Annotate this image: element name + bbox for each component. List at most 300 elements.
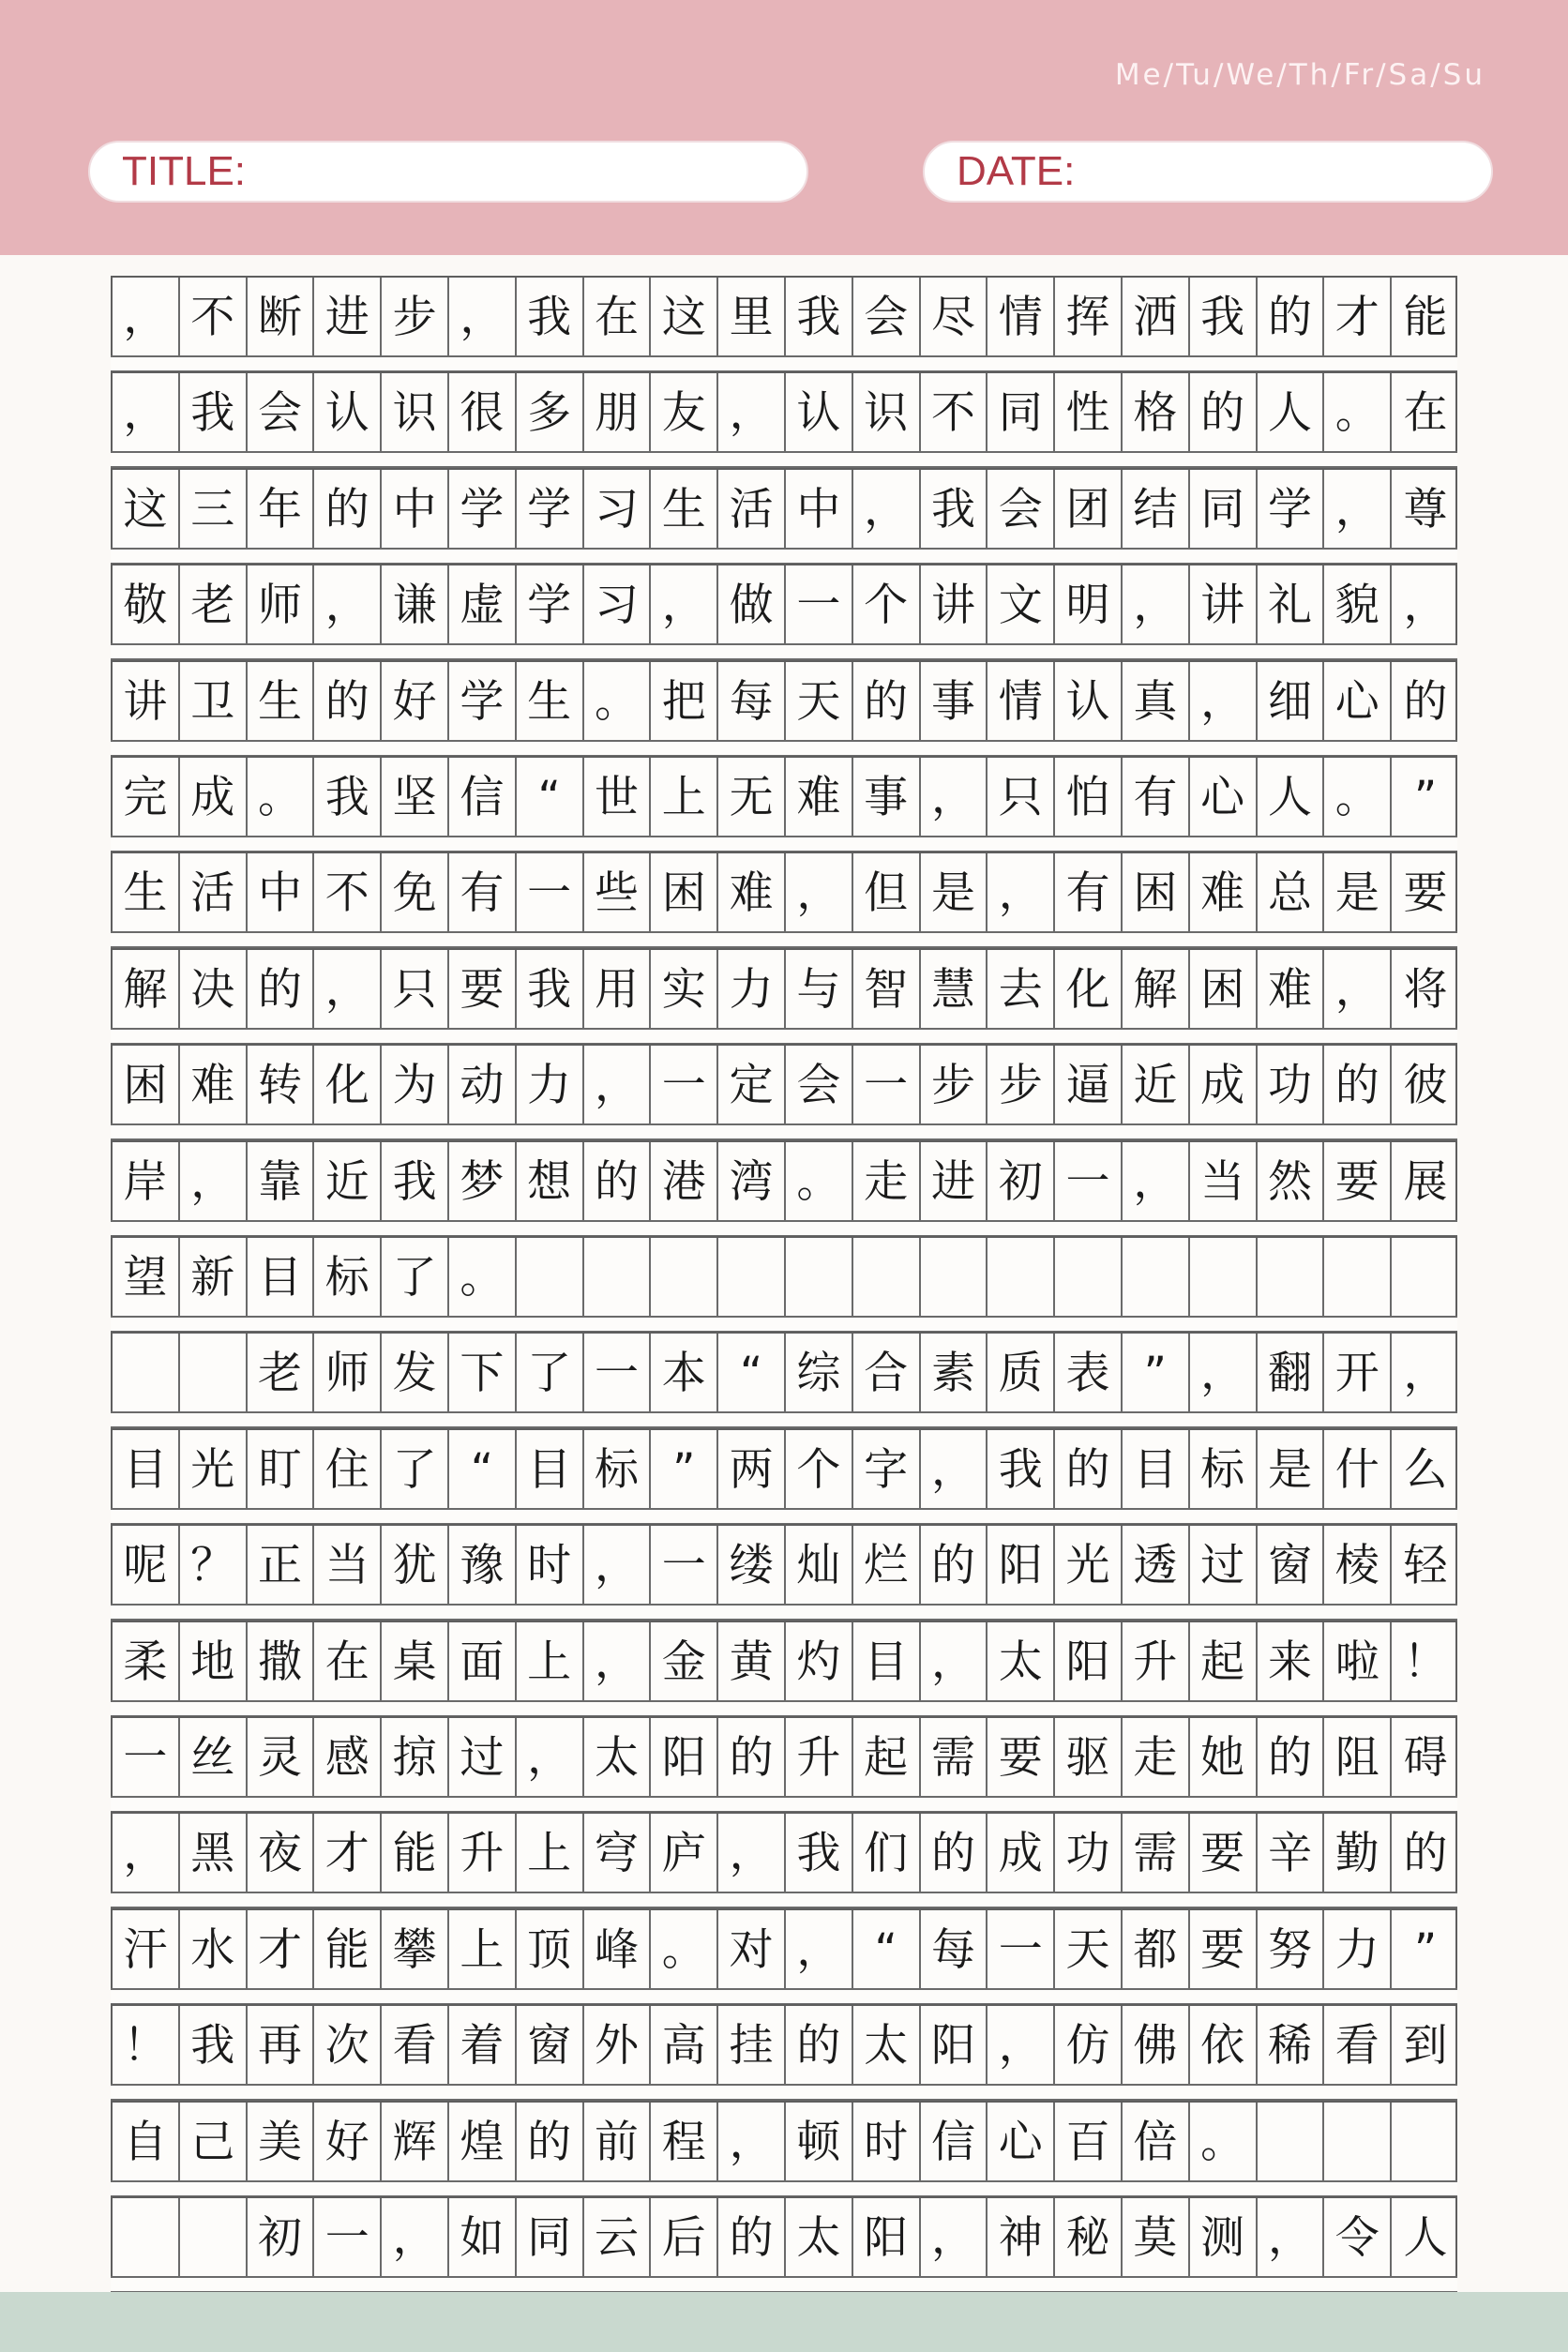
title-field[interactable] bbox=[88, 141, 808, 203]
grid-cell: 力 bbox=[517, 1046, 584, 1125]
grid-cell: 需 bbox=[921, 1718, 988, 1798]
grid-cell: ， bbox=[113, 278, 180, 357]
grid-cell: 己 bbox=[180, 2103, 248, 2182]
grid-cell: 美 bbox=[248, 2103, 315, 2182]
grid-cell: 与 bbox=[786, 950, 853, 1030]
grid-cell: 我 bbox=[786, 278, 853, 357]
grid-row bbox=[111, 1044, 1457, 1125]
grid-cell: 情 bbox=[988, 278, 1055, 357]
grid-cell: 汗 bbox=[113, 1910, 180, 1990]
grid-cell: 发 bbox=[382, 1334, 449, 1413]
grid-cell: 上 bbox=[651, 758, 718, 837]
grid-cell: 正 bbox=[248, 1526, 315, 1606]
grid-row bbox=[111, 1332, 1457, 1413]
grid-cell: 好 bbox=[382, 662, 449, 742]
grid-cell: 同 bbox=[988, 373, 1055, 453]
grid-row bbox=[111, 1524, 1457, 1606]
grid-cell: 目 bbox=[113, 1430, 180, 1510]
grid-cell: ” bbox=[1123, 1334, 1190, 1413]
grid-cell: 。 bbox=[584, 662, 652, 742]
grid-cell: 近 bbox=[1123, 1046, 1190, 1125]
grid-cell: 。 bbox=[651, 1910, 718, 1990]
grid-cell: 太 bbox=[853, 2006, 921, 2086]
grid-cell: 能 bbox=[382, 1814, 449, 1893]
grid-cell: 中 bbox=[382, 470, 449, 550]
grid-cell: 难 bbox=[180, 1046, 248, 1125]
grid-cell: 要 bbox=[1324, 1142, 1392, 1222]
grid-cell: 夜 bbox=[248, 1814, 315, 1893]
grid-cell: 如 bbox=[449, 2198, 517, 2278]
grid-cell: 挥 bbox=[1055, 278, 1123, 357]
grid-cell: 的 bbox=[314, 470, 382, 550]
grid-cell: 秘 bbox=[1055, 2198, 1123, 2278]
grid-cell: 的 bbox=[1324, 1046, 1392, 1125]
grid-cell: 在 bbox=[314, 1622, 382, 1702]
grid-cell: 识 bbox=[853, 373, 921, 453]
grid-cell bbox=[921, 1238, 988, 1318]
grid-cell: 本 bbox=[651, 1334, 718, 1413]
grid-cell: ， bbox=[988, 2006, 1055, 2086]
grid-cell: 难 bbox=[1190, 853, 1258, 933]
grid-cell: 功 bbox=[1055, 1814, 1123, 1893]
grid-cell: 步 bbox=[988, 1046, 1055, 1125]
grid-cell: 开 bbox=[1324, 1334, 1392, 1413]
grid-cell: 讲 bbox=[1190, 565, 1258, 645]
grid-cell: 彼 bbox=[1403, 1060, 1448, 1112]
grid-cell: ， bbox=[314, 950, 382, 1030]
grid-cell: 目 bbox=[248, 1238, 315, 1318]
grid-cell: 的 bbox=[1190, 373, 1258, 453]
grid-cell: ， bbox=[853, 470, 921, 550]
grid-cell: 情 bbox=[988, 662, 1055, 742]
grid-cell bbox=[988, 1238, 1055, 1318]
grid-cell: 老 bbox=[180, 565, 248, 645]
grid-cell: ！ bbox=[1403, 1636, 1448, 1688]
grid-row bbox=[111, 1428, 1457, 1510]
grid-cell: 倍 bbox=[1123, 2103, 1190, 2182]
grid-cell: 信 bbox=[921, 2103, 988, 2182]
grid-cell: 把 bbox=[651, 662, 718, 742]
grid-cell: 次 bbox=[314, 2006, 382, 2086]
grid-cell: 我 bbox=[180, 373, 248, 453]
grid-cell: 的 bbox=[517, 2103, 584, 2182]
grid-cell: 努 bbox=[1258, 1910, 1325, 1990]
grid-cell: 要 bbox=[1403, 867, 1448, 920]
grid-cell: ” bbox=[651, 1430, 718, 1510]
grid-cell: 么 bbox=[1403, 1443, 1448, 1496]
grid-cell: 成 bbox=[1190, 1046, 1258, 1125]
grid-cell: 高 bbox=[651, 2006, 718, 2086]
grid-cell: 阻 bbox=[1324, 1718, 1392, 1798]
grid-cell: 攀 bbox=[382, 1910, 449, 1990]
grid-cell: 了 bbox=[517, 1334, 584, 1413]
grid-cell: ， bbox=[1123, 1142, 1190, 1222]
grid-cell: 起 bbox=[1190, 1622, 1258, 1702]
grid-cell: 丝 bbox=[180, 1718, 248, 1798]
grid-cell: 学 bbox=[517, 565, 584, 645]
grid-cell: 定 bbox=[718, 1046, 786, 1125]
grid-cell: 过 bbox=[1190, 1526, 1258, 1606]
grid-cell: ， bbox=[1403, 1348, 1448, 1400]
grid-cell: 看 bbox=[1324, 2006, 1392, 2086]
grid-cell bbox=[1324, 2103, 1392, 2182]
grid-cell: 当 bbox=[314, 1526, 382, 1606]
grid-cell: 碍 bbox=[1403, 1732, 1448, 1784]
grid-row bbox=[111, 2004, 1457, 2086]
grid-cell: 每 bbox=[921, 1910, 988, 1990]
grid-cell bbox=[1392, 2103, 1459, 2182]
grid-cell: 慧 bbox=[921, 950, 988, 1030]
grid-cell: 着 bbox=[449, 2006, 517, 2086]
grid-cell: 辛 bbox=[1258, 1814, 1325, 1893]
grid-cell: 住 bbox=[314, 1430, 382, 1510]
grid-cell: 一 bbox=[517, 853, 584, 933]
grid-cell: 难 bbox=[718, 853, 786, 933]
grid-cell: 当 bbox=[1190, 1142, 1258, 1222]
grid-cell: ， bbox=[921, 1430, 988, 1510]
grid-cell: ， bbox=[718, 373, 786, 453]
grid-row bbox=[111, 948, 1457, 1030]
grid-cell bbox=[1190, 1238, 1258, 1318]
grid-cell: ， bbox=[921, 2198, 988, 2278]
grid-cell: ， bbox=[1403, 580, 1448, 632]
grid-cell: 驱 bbox=[1055, 1718, 1123, 1798]
grid-cell: 表 bbox=[1055, 1334, 1123, 1413]
grid-cell bbox=[1258, 2103, 1325, 2182]
grid-cell: 里 bbox=[718, 278, 786, 357]
grid-cell: 生 bbox=[651, 470, 718, 550]
grid-cell: 成 bbox=[180, 758, 248, 837]
grid-cell: 的 bbox=[921, 1814, 988, 1893]
grid-cell: 礼 bbox=[1258, 565, 1325, 645]
date-field[interactable] bbox=[923, 141, 1493, 203]
grid-cell: 盯 bbox=[248, 1430, 315, 1510]
grid-cell: ， bbox=[584, 1622, 652, 1702]
footer-band bbox=[0, 2292, 1568, 2352]
grid-cell: 阳 bbox=[921, 2006, 988, 2086]
grid-cell: 外 bbox=[584, 2006, 652, 2086]
grid-cell: 下 bbox=[449, 1334, 517, 1413]
grid-cell bbox=[1123, 1238, 1190, 1318]
grid-cell: 智 bbox=[853, 950, 921, 1030]
grid-cell: 将 bbox=[1403, 963, 1448, 1016]
grid-cell: 近 bbox=[314, 1142, 382, 1222]
grid-cell: 中 bbox=[786, 470, 853, 550]
grid-cell bbox=[786, 1238, 853, 1318]
grid-cell: 化 bbox=[1055, 950, 1123, 1030]
grid-cell: 翻 bbox=[1258, 1334, 1325, 1413]
grid-cell: 坚 bbox=[382, 758, 449, 837]
grid-cell: ？ bbox=[180, 1526, 248, 1606]
grid-cell: 。 bbox=[1324, 373, 1392, 453]
grid-cell: 才 bbox=[1324, 278, 1392, 357]
grid-cell: 我 bbox=[1190, 278, 1258, 357]
grid-cell: ， bbox=[921, 1622, 988, 1702]
grid-cell: 两 bbox=[718, 1430, 786, 1510]
grid-row bbox=[111, 468, 1457, 550]
grid-cell: 解 bbox=[113, 950, 180, 1030]
grid-cell: 个 bbox=[853, 565, 921, 645]
grid-cell: 事 bbox=[921, 662, 988, 742]
grid-row bbox=[111, 1236, 1457, 1318]
grid-cell: 呢 bbox=[113, 1526, 180, 1606]
grid-cell: 些 bbox=[584, 853, 652, 933]
grid-cell: 友 bbox=[651, 373, 718, 453]
grid-cell: 地 bbox=[180, 1622, 248, 1702]
grid-row bbox=[111, 756, 1457, 837]
grid-cell: 为 bbox=[382, 1046, 449, 1125]
grid-cell: “ bbox=[853, 1910, 921, 1990]
grid-cell: 要 bbox=[1190, 1910, 1258, 1990]
grid-cell: 程 bbox=[651, 2103, 718, 2182]
grid-cell: 生 bbox=[517, 662, 584, 742]
grid-cell: 世 bbox=[584, 758, 652, 837]
grid-cell: 们 bbox=[853, 1814, 921, 1893]
grid-cell bbox=[1392, 1238, 1459, 1318]
grid-cell: 会 bbox=[853, 278, 921, 357]
grid-cell: 不 bbox=[314, 853, 382, 933]
grid-cell: 的 bbox=[921, 1526, 988, 1606]
grid-cell: ， bbox=[988, 853, 1055, 933]
date-label: DATE: bbox=[957, 148, 1076, 194]
grid-cell: 峰 bbox=[584, 1910, 652, 1990]
grid-cell: 神 bbox=[988, 2198, 1055, 2278]
grid-cell: 。 bbox=[1324, 758, 1392, 837]
grid-cell: 学 bbox=[517, 470, 584, 550]
grid-cell: 要 bbox=[988, 1718, 1055, 1798]
grid-cell: ， bbox=[517, 1718, 584, 1798]
grid-cell: 。 bbox=[786, 1142, 853, 1222]
grid-cell: 成 bbox=[988, 1814, 1055, 1893]
grid-row bbox=[111, 276, 1457, 357]
grid-cell: 测 bbox=[1190, 2198, 1258, 2278]
grid-cell: 细 bbox=[1258, 662, 1325, 742]
grid-cell: 新 bbox=[180, 1238, 248, 1318]
grid-cell: ， bbox=[382, 2198, 449, 2278]
grid-cell: 升 bbox=[786, 1718, 853, 1798]
grid-cell: 一 bbox=[584, 1334, 652, 1413]
grid-cell: 勤 bbox=[1324, 1814, 1392, 1893]
grid-cell: 只 bbox=[988, 758, 1055, 837]
grid-cell: 靠 bbox=[248, 1142, 315, 1222]
grid-cell: 阳 bbox=[988, 1526, 1055, 1606]
grid-cell: 升 bbox=[1123, 1622, 1190, 1702]
grid-cell: 天 bbox=[786, 662, 853, 742]
grid-cell bbox=[1258, 1238, 1325, 1318]
grid-cell: 这 bbox=[651, 278, 718, 357]
grid-cell: ” bbox=[1413, 1923, 1438, 1976]
grid-cell: 在 bbox=[584, 278, 652, 357]
grid-cell: 需 bbox=[1123, 1814, 1190, 1893]
grid-cell: 认 bbox=[1055, 662, 1123, 742]
grid-cell: 素 bbox=[921, 1334, 988, 1413]
grid-row bbox=[111, 852, 1457, 933]
grid-cell: 结 bbox=[1123, 470, 1190, 550]
grid-cell: 要 bbox=[1190, 1814, 1258, 1893]
grid-cell: 的 bbox=[718, 2198, 786, 2278]
grid-cell: ， bbox=[449, 278, 517, 357]
grid-cell: 走 bbox=[1123, 1718, 1190, 1798]
grid-cell: 活 bbox=[180, 853, 248, 933]
grid-cell: 有 bbox=[449, 853, 517, 933]
grid-cell: 我 bbox=[921, 470, 988, 550]
grid-cell: 烂 bbox=[853, 1526, 921, 1606]
grid-cell: 在 bbox=[1403, 387, 1448, 440]
grid-cell: 犹 bbox=[382, 1526, 449, 1606]
grid-cell: 多 bbox=[517, 373, 584, 453]
grid-row bbox=[111, 1140, 1457, 1222]
grid-cell: 棱 bbox=[1324, 1526, 1392, 1606]
grid-cell: 一 bbox=[1055, 1142, 1123, 1222]
grid-cell: 时 bbox=[853, 2103, 921, 2182]
grid-cell: 困 bbox=[1123, 853, 1190, 933]
grid-cell: 穹 bbox=[584, 1814, 652, 1893]
weekday-selector[interactable]: Me/Tu/We/Th/Fr/Sa/Su bbox=[1114, 58, 1485, 92]
grid-cell bbox=[180, 2198, 248, 2278]
grid-cell: 顶 bbox=[517, 1910, 584, 1990]
grid-cell: 同 bbox=[517, 2198, 584, 2278]
grid-cell: 能 bbox=[1403, 292, 1448, 343]
grid-cell: 性 bbox=[1055, 373, 1123, 453]
grid-cell: ， bbox=[1190, 1334, 1258, 1413]
grid-cell: 面 bbox=[449, 1622, 517, 1702]
grid-cell: 自 bbox=[113, 2103, 180, 2182]
grid-cell: 习 bbox=[584, 470, 652, 550]
grid-cell: 望 bbox=[113, 1238, 180, 1318]
grid-cell: 总 bbox=[1258, 853, 1325, 933]
grid-cell: 合 bbox=[853, 1334, 921, 1413]
grid-cell: ， bbox=[786, 853, 853, 933]
grid-cell: 师 bbox=[314, 1334, 382, 1413]
grid-cell: 透 bbox=[1123, 1526, 1190, 1606]
grid-cell: 走 bbox=[853, 1142, 921, 1222]
grid-cell: 佛 bbox=[1123, 2006, 1190, 2086]
grid-cell: 太 bbox=[988, 1622, 1055, 1702]
grid-cell: 功 bbox=[1258, 1046, 1325, 1125]
grid-cell: ， bbox=[1324, 470, 1392, 550]
grid-cell: 的 bbox=[1258, 1718, 1325, 1798]
grid-cell: ， bbox=[1324, 950, 1392, 1030]
grid-row bbox=[111, 1621, 1457, 1702]
grid-row bbox=[111, 660, 1457, 742]
grid-cell: 了 bbox=[382, 1238, 449, 1318]
grid-cell: 心 bbox=[1190, 758, 1258, 837]
grid-cell: 我 bbox=[180, 2006, 248, 2086]
grid-cell: 人 bbox=[1258, 758, 1325, 837]
grid-cell: 怕 bbox=[1055, 758, 1123, 837]
grid-cell: 能 bbox=[314, 1910, 382, 1990]
grid-cell: 质 bbox=[988, 1334, 1055, 1413]
grid-cell: 学 bbox=[1258, 470, 1325, 550]
grid-cell: 貌 bbox=[1324, 565, 1392, 645]
grid-cell: 心 bbox=[988, 2103, 1055, 2182]
grid-cell: 的 bbox=[853, 662, 921, 742]
grid-cell: 我 bbox=[517, 278, 584, 357]
grid-cell: 转 bbox=[248, 1046, 315, 1125]
grid-cell: 然 bbox=[1258, 1142, 1325, 1222]
grid-cell: 困 bbox=[113, 1046, 180, 1125]
grid-cell: “ bbox=[517, 758, 584, 837]
grid-cell: 决 bbox=[180, 950, 248, 1030]
grid-cell: 再 bbox=[248, 2006, 315, 2086]
grid-cell: 师 bbox=[248, 565, 315, 645]
grid-cell: ， bbox=[180, 1142, 248, 1222]
grid-cell: 港 bbox=[651, 1142, 718, 1222]
grid-cell: 认 bbox=[314, 373, 382, 453]
grid-cell: 的 bbox=[1403, 1828, 1448, 1880]
grid-cell: 太 bbox=[786, 2198, 853, 2278]
grid-cell: 金 bbox=[651, 1622, 718, 1702]
grid-cell: 云 bbox=[584, 2198, 652, 2278]
grid-cell: 升 bbox=[449, 1814, 517, 1893]
grid-cell: 尊 bbox=[1403, 483, 1448, 535]
grid-cell bbox=[1055, 1238, 1123, 1318]
grid-cell bbox=[113, 2198, 180, 2278]
grid-cell: 一 bbox=[113, 1718, 180, 1798]
grid-cell: 会 bbox=[248, 373, 315, 453]
grid-cell: 难 bbox=[1258, 950, 1325, 1030]
grid-cell: 的 bbox=[1055, 1430, 1123, 1510]
grid-cell: 阳 bbox=[1055, 1622, 1123, 1702]
grid-cell: 人 bbox=[1403, 2212, 1448, 2264]
grid-cell: 上 bbox=[449, 1910, 517, 1990]
grid-cell: 虚 bbox=[449, 565, 517, 645]
grid-cell: 稀 bbox=[1258, 2006, 1325, 2086]
grid-cell: 朋 bbox=[584, 373, 652, 453]
grid-cell: 格 bbox=[1123, 373, 1190, 453]
grid-row bbox=[111, 2101, 1457, 2182]
grid-cell: 窗 bbox=[1258, 1526, 1325, 1606]
grid-cell bbox=[517, 1238, 584, 1318]
grid-cell: 卫 bbox=[180, 662, 248, 742]
grid-cell: 依 bbox=[1190, 2006, 1258, 2086]
grid-cell: 轻 bbox=[1403, 1540, 1448, 1592]
grid-cell: 敬 bbox=[113, 565, 180, 645]
grid-cell: 展 bbox=[1403, 1155, 1448, 1208]
grid-cell: 一 bbox=[314, 2198, 382, 2278]
grid-cell: 是 bbox=[1324, 853, 1392, 933]
grid-cell: 后 bbox=[651, 2198, 718, 2278]
grid-cell: 文 bbox=[988, 565, 1055, 645]
grid-cell: 桌 bbox=[382, 1622, 449, 1702]
grid-cell: 有 bbox=[1123, 758, 1190, 837]
grid-cell: 黑 bbox=[180, 1814, 248, 1893]
grid-cell: 湾 bbox=[718, 1142, 786, 1222]
grid-cell: 化 bbox=[314, 1046, 382, 1125]
grid-cell: 洒 bbox=[1123, 278, 1190, 357]
grid-cell: 只 bbox=[382, 950, 449, 1030]
grid-cell: 三 bbox=[180, 470, 248, 550]
grid-cell: 光 bbox=[1055, 1526, 1123, 1606]
grid-cell: 过 bbox=[449, 1718, 517, 1798]
grid-cell: 岸 bbox=[113, 1142, 180, 1222]
grid-cell: 天 bbox=[1055, 1910, 1123, 1990]
grid-cell: 太 bbox=[584, 1718, 652, 1798]
grid-cell: 断 bbox=[248, 278, 315, 357]
grid-cell: 。 bbox=[449, 1238, 517, 1318]
grid-cell: ， bbox=[718, 2103, 786, 2182]
writing-grid bbox=[111, 276, 1457, 2273]
grid-cell: 一 bbox=[651, 1046, 718, 1125]
grid-cell: 我 bbox=[517, 950, 584, 1030]
grid-cell bbox=[853, 1238, 921, 1318]
grid-cell: 我 bbox=[314, 758, 382, 837]
grid-cell: 都 bbox=[1123, 1910, 1190, 1990]
grid-cell: 目 bbox=[1123, 1430, 1190, 1510]
grid-cell: 是 bbox=[921, 853, 988, 933]
grid-cell: 好 bbox=[314, 2103, 382, 2182]
grid-cell: 进 bbox=[314, 278, 382, 357]
